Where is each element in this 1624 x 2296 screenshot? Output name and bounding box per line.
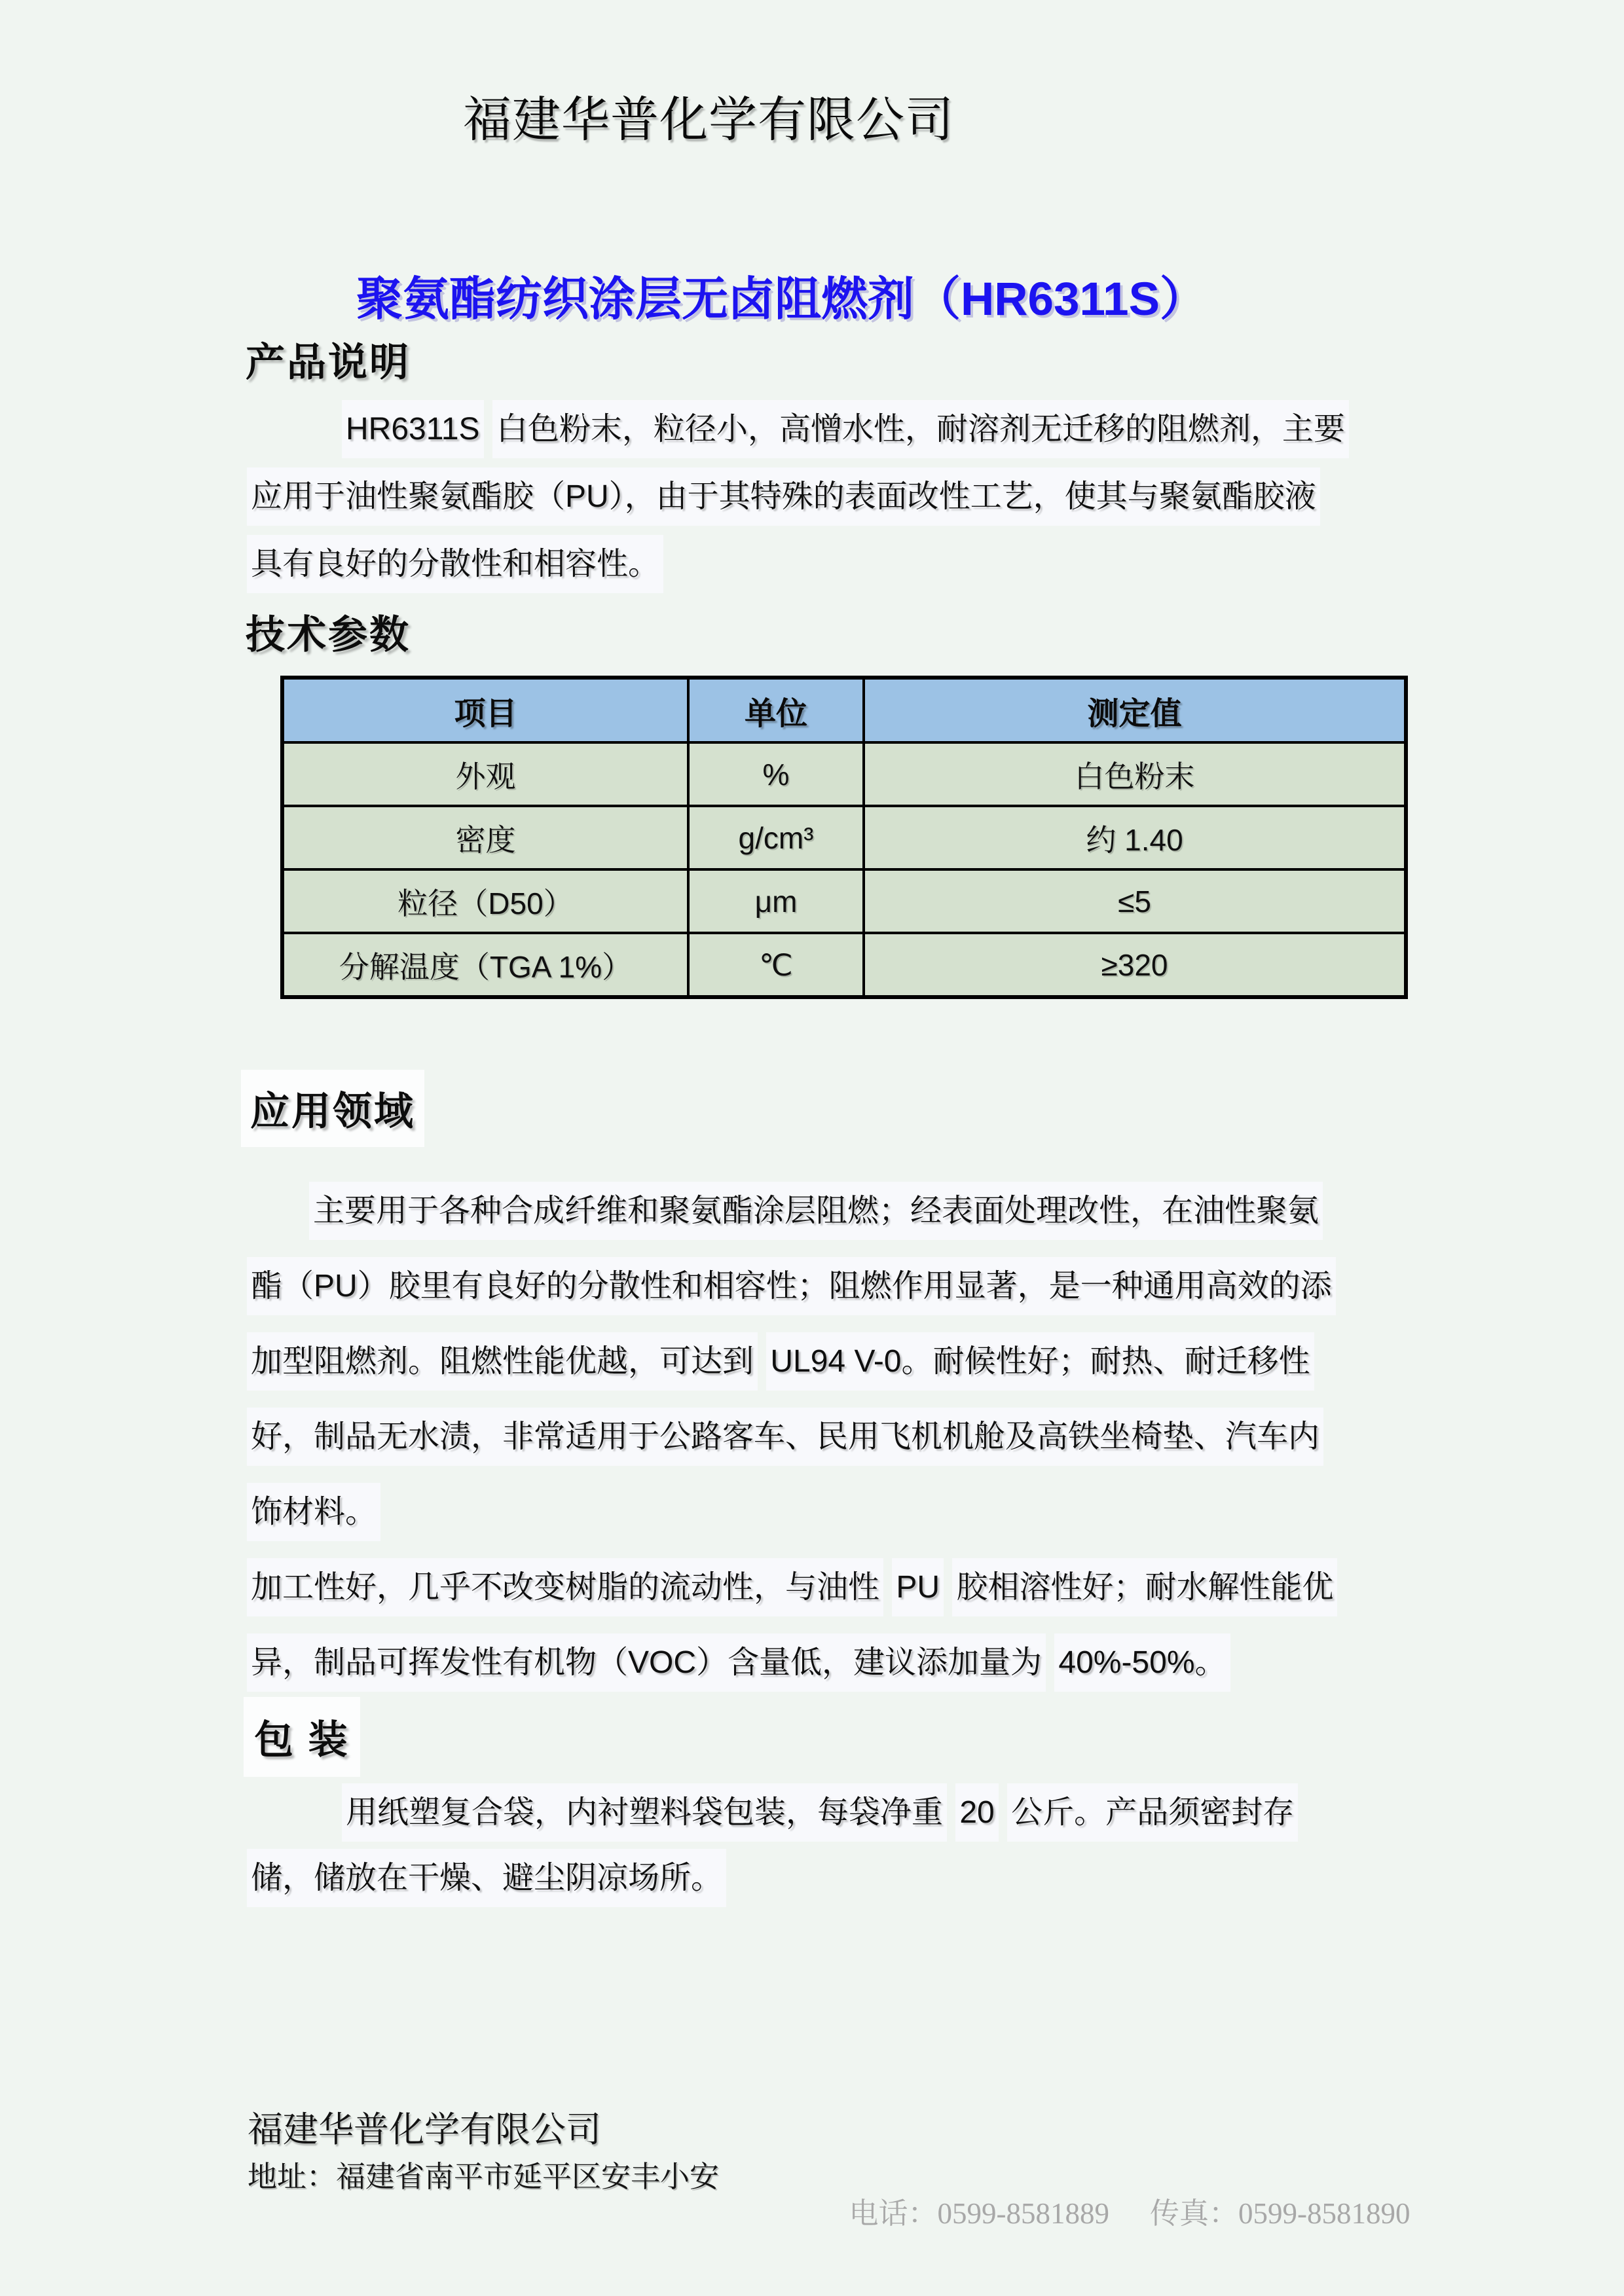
plain-text — [883, 1558, 892, 1616]
paragraph-line — [247, 1625, 1337, 1700]
table-row — [282, 742, 1406, 806]
paragraph-line — [247, 1173, 1337, 1248]
highlighted-text: 20 — [955, 1783, 998, 1842]
highlighted-text: 胶相溶性好；耐水解性能优 — [952, 1558, 1337, 1616]
cell-item: 外观 — [282, 742, 688, 806]
cell-value: ≤5 — [864, 869, 1406, 933]
paragraph-line — [247, 1474, 1337, 1550]
table-row — [282, 869, 1406, 933]
highlighted-text: 加型阻燃剂。阻燃性能优越，可达到 — [247, 1332, 758, 1391]
cell-value: 白色粉末 — [864, 742, 1406, 806]
cell-item: 粒径（D50） — [282, 869, 688, 933]
paragraph-line — [247, 1399, 1337, 1474]
company-header: 福建华普化学有限公司 — [463, 94, 954, 147]
highlighted-text: PU — [892, 1558, 944, 1616]
cell-item: 密度 — [282, 806, 688, 869]
cell-item: 分解温度（TGA 1%） — [282, 933, 688, 997]
plain-text — [944, 1558, 952, 1616]
cell-value: 约 1.40 — [864, 806, 1406, 869]
section-heading-application: 应用领域 — [241, 1070, 424, 1147]
document-title: 聚氨酯纺织涂层无卤阻燃剂（HR6311S） — [356, 274, 1206, 325]
table-header-item: 项目 — [282, 678, 688, 742]
cell-unit: % — [688, 742, 864, 806]
table-header-row — [282, 678, 1406, 742]
highlighted-text: 好，制品无水渍，非常适用于公路客车、民用飞机机舱及高铁坐椅垫、汽车内 — [247, 1408, 1323, 1466]
cell-unit: g/cm³ — [688, 806, 864, 869]
footer-company-name: 福建华普化学有限公司 — [248, 2110, 601, 2149]
footer-contact — [834, 2155, 1411, 2232]
paragraph-line — [247, 395, 1349, 463]
highlighted-text: 用纸塑复合袋，内衬塑料袋包装，每袋净重 — [342, 1783, 947, 1842]
technical-parameters-table — [280, 676, 1408, 999]
highlighted-text: 酯（PU）胶里有良好的分散性和相容性；阻燃作用显著，是一种通用高效的添 — [247, 1257, 1336, 1315]
paragraph-line — [247, 1780, 1298, 1846]
cell-unit: ℃ — [688, 933, 864, 997]
highlighted-text: UL94 V-0。耐候性好；耐热、耐迁移性 — [766, 1332, 1314, 1391]
highlighted-text: 异，制品可挥发性有机物（VOC）含量低，建议添加量为 — [247, 1633, 1046, 1692]
section-heading-technical-parameters: 技术参数 — [246, 613, 411, 657]
cell-unit: μm — [688, 869, 864, 933]
plain-text — [947, 1783, 955, 1842]
section-heading-product-description: 产品说明 — [246, 340, 411, 384]
cell-value: ≥320 — [864, 933, 1406, 997]
footer-address: 地址：福建省南平市延平区安丰小安 — [248, 2160, 720, 2193]
paragraph-line — [247, 1550, 1337, 1625]
highlighted-text: 白色粉末，粒径小，高憎水性，耐溶剂无迁移的阻燃剂，主要 — [492, 400, 1349, 458]
paragraph-line — [247, 1248, 1337, 1324]
paragraph-line — [247, 1324, 1337, 1399]
paragraph-line — [247, 530, 1349, 598]
plain-text — [999, 1783, 1007, 1842]
table-header-unit: 单位 — [688, 678, 864, 742]
plain-text — [758, 1332, 766, 1391]
plain-text — [484, 400, 492, 458]
footer-phone: 电话：0599-8581889 — [849, 2197, 1109, 2230]
highlighted-text: 公斤。产品须密封存 — [1007, 1783, 1298, 1842]
highlighted-text: 储，储放在干燥、避尘阴凉场所。 — [247, 1849, 726, 1907]
highlighted-text: 加工性好，几乎不改变树脂的流动性，与油性 — [247, 1558, 883, 1616]
paragraph-line — [247, 463, 1349, 530]
highlighted-text: HR6311S — [342, 400, 484, 458]
plain-text — [1046, 1633, 1054, 1692]
highlighted-text: 主要用于各种合成纤维和聚氨酯涂层阻燃；经表面处理改性，在油性聚氨 — [309, 1182, 1323, 1240]
product-description-paragraph — [247, 395, 1349, 598]
table-row — [282, 806, 1406, 869]
highlighted-text: 40%-50%。 — [1054, 1633, 1230, 1692]
highlighted-text: 应用于油性聚氨酯胶（PU），由于其特殊的表面改性工艺，使其与聚氨酯胶液 — [247, 467, 1320, 526]
table-header-value: 测定值 — [864, 678, 1406, 742]
section-heading-packaging: 包 装 — [244, 1697, 360, 1777]
highlighted-text: 饰材料。 — [247, 1483, 380, 1541]
highlighted-text: 具有良好的分散性和相容性。 — [247, 535, 663, 593]
packaging-paragraph — [247, 1780, 1298, 1911]
footer-fax: 传真：0599-8581890 — [1150, 2197, 1411, 2230]
table-row — [282, 933, 1406, 997]
application-paragraph — [247, 1173, 1337, 1700]
paragraph-line — [247, 1846, 1298, 1911]
